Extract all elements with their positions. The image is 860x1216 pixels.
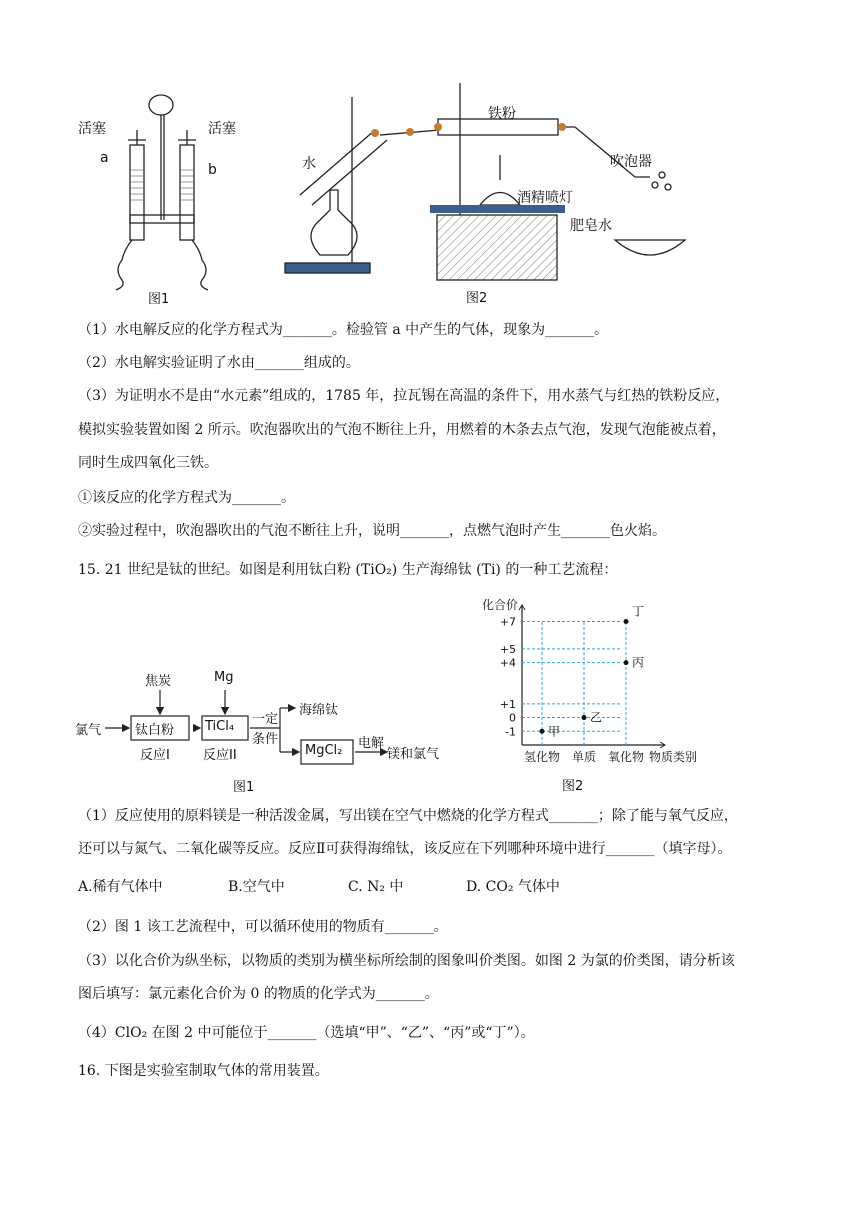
q15-option-c: C. N₂ 中 (348, 879, 404, 895)
label-tube-b: b (208, 162, 217, 178)
flow-tio2: 钛白粉 (135, 723, 175, 738)
q15-part2: （2）图 1 该工艺流程中，可以循环使用的物质有_______。 (78, 919, 448, 935)
label-soap-water: 肥皂水 (570, 218, 612, 234)
data-point-label: 甲 (548, 724, 561, 739)
q15-part3-line2: 图后填写：氯元素化合价为 0 的物质的化学式为_______。 (78, 986, 439, 1002)
flow-electrolysis: 电解 (358, 736, 385, 751)
chart-caption: 图2 (562, 779, 584, 794)
x-tick-label: 氢化物 (523, 750, 561, 764)
data-point (624, 619, 629, 624)
flow-chlorine: 氯气 (75, 723, 102, 738)
label-bubble-blower: 吹泡器 (610, 154, 652, 170)
q15-part1-line2: 还可以与氮气、二氧化碳等反应。反应Ⅱ可获得海绵钛，该反应在下列哪种环境中进行_______（填字母）。 (78, 841, 732, 857)
flow-ticl4: TiCl₄ (205, 719, 235, 734)
q14-part1: （1）水电解反应的化学方程式为_______。检验管 a 中产生的气体，现象为_______。 (78, 322, 609, 338)
flow-coke: 焦炭 (145, 674, 172, 689)
y-tick-label: +5 (499, 642, 516, 656)
data-point-label: 乙 (590, 710, 603, 725)
y-tick-label: -1 (505, 725, 516, 739)
flow-condition1: 一定 (252, 712, 279, 727)
x-tick-label: 单质 (571, 750, 597, 764)
data-point (624, 660, 629, 665)
y-axis-label: 化合价 (482, 598, 519, 612)
x-tick-label: 氧化物 (607, 750, 645, 764)
figure2-caption: 图2 (466, 291, 488, 306)
q14-part3-line1: （3）为证明水不是由“水元素”组成的，1785 年，拉瓦锡在高温的条件下，用水蒸气与红热的铁粉反应， (78, 388, 730, 404)
q15-option-b: B.空气中 (228, 879, 285, 895)
figure2-steam-iron (280, 75, 700, 310)
q16-intro: 16. 下图是实验室制取气体的常用装置。 (78, 1063, 329, 1079)
flow-reaction2: 反应II (203, 748, 237, 763)
q15-part4: （4）ClO₂ 在图 2 中可能位于_______（选填“甲”、“乙”、“丙”或“丁”）。 (78, 1025, 535, 1041)
q15-intro: 15. 21 世纪是钛的世纪。如图是利用钛白粉 (TiO₂) 生产海绵钛 (Ti) 的一种工艺流程： (78, 562, 618, 578)
flow-mg: Mg (214, 670, 234, 685)
q15-option-d: D. CO₂ 气体中 (466, 879, 560, 895)
figure1-caption: 图1 (148, 292, 170, 307)
q15-option-a: A.稀有气体中 (78, 879, 163, 895)
q15-valence-chart (480, 595, 700, 795)
q14-part3-line2: 模拟实验装置如图 2 所示。吹泡器吹出的气泡不断往上升，用燃着的木条去点气泡，发现气泡能被点着， (78, 422, 726, 438)
figure1-electrolysis (70, 90, 270, 305)
label-iron-powder: 铁粉 (488, 106, 516, 122)
flow-sponge-ti: 海绵钛 (299, 703, 339, 718)
flow-reaction1: 反应I (140, 748, 170, 763)
label-water: 水 (302, 156, 316, 172)
label-alcohol-lamp: 酒精喷灯 (517, 190, 573, 206)
y-tick-label: +1 (499, 697, 516, 711)
q15-part3-line1: （3）以化合价为纵坐标，以物质的类别为横坐标所绘制的图象叫价类图。如图 2 为氯的价类图，请分析该 (78, 953, 735, 969)
valence-chart-svg (480, 595, 700, 795)
q15-flow-diagram (75, 640, 450, 795)
q14-part3-line3: 同时生成四氧化三铁。 (78, 455, 218, 471)
flow-mgcl2: MgCl₂ (305, 743, 343, 758)
data-point-label: 丁 (632, 604, 645, 619)
y-tick-label: 0 (509, 711, 516, 725)
y-tick-label: +7 (499, 615, 516, 629)
flow-products: 镁和氯气 (387, 747, 440, 762)
y-tick-label: +4 (499, 656, 516, 670)
data-point (582, 715, 587, 720)
q15-part1-line1: （1）反应使用的原料镁是一种活泼金属，写出镁在空气中燃烧的化学方程式_______；除了能与氧气反应， (78, 808, 738, 824)
data-point-label: 丙 (632, 655, 645, 670)
q14-subq2: ②实验过程中，吹泡器吹出的气泡不断往上升，说明_______，点燃气泡时产生_______色火焰。 (78, 523, 666, 539)
flow-caption: 图1 (233, 780, 255, 795)
flow-condition2: 条件 (252, 732, 279, 747)
data-point (540, 729, 545, 734)
label-valve-right: 活塞 (208, 121, 236, 137)
x-axis-label: 物质类别 (648, 750, 698, 764)
label-tube-a: a (100, 150, 109, 166)
q14-part2: （2）水电解实验证明了水由_______组成的。 (78, 355, 360, 371)
q14-subq1: ①该反应的化学方程式为_______。 (78, 490, 295, 506)
label-valve-left: 活塞 (78, 121, 106, 137)
